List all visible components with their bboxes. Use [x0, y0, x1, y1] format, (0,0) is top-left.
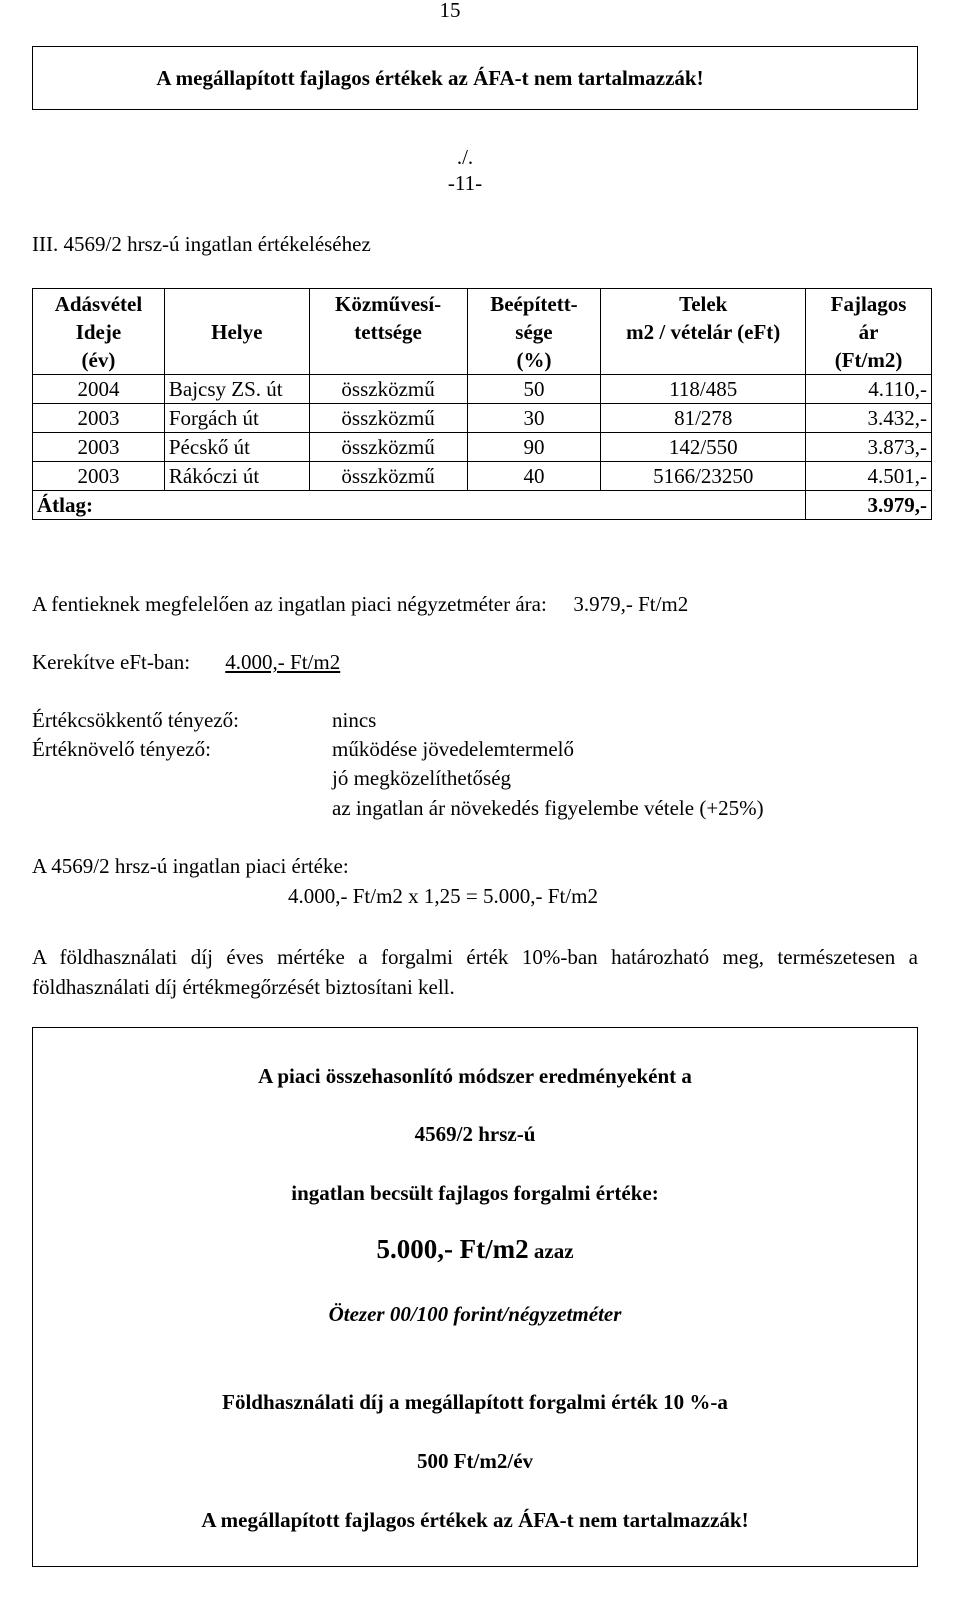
cell-utilities: összközmű [309, 433, 467, 462]
table-row [33, 462, 932, 491]
decrease-factor-label: Értékcsökkentő tényező: [32, 708, 240, 732]
rounded-line [32, 650, 340, 675]
market-price-label: A fentieknek megfelelően az ingatlan piaci négyzetméter ára: [32, 592, 547, 616]
cell-year: 2003 [33, 462, 165, 491]
average-label: Átlag: [33, 491, 806, 520]
header-date [33, 289, 165, 375]
cell-utilities: összközmű [309, 462, 467, 491]
header-utilities-line: Közművesí- [335, 292, 442, 316]
cell-utilities: összközmű [309, 404, 467, 433]
result-value: 5.000,- Ft/m2 [376, 1234, 529, 1264]
section-title: III. 4569/2 hrsz-ú ingatlan értékeléséhez [32, 232, 371, 256]
average-value: 3.979,- [806, 491, 932, 520]
vat-notice: A megállapított fajlagos értékek az ÁFA-t nem tartalmazzák! [156, 65, 704, 90]
header-utilities-line: tettsége [354, 320, 422, 344]
rounded-value: 4.000,- Ft/m2 [225, 650, 341, 674]
cell-unit-price: 4.501,- [806, 462, 932, 491]
result-box [32, 1027, 918, 1567]
result-value-suffix: azaz [533, 1239, 574, 1263]
table-average-row [33, 491, 932, 520]
result-notice: A megállapított fajlagos értékek az ÁFA-t nem tartalmazzák! [201, 1508, 749, 1532]
increase-factor-value: jó megközelíthetőség [332, 766, 512, 790]
cell-plot: 142/550 [601, 433, 806, 462]
result-value-line [32, 1234, 918, 1265]
header-date-line: (év) [81, 348, 116, 372]
fee-value: 500 Ft/m2/év [416, 1449, 534, 1473]
header-unit-price-line: Fajlagos [830, 292, 907, 316]
header-unit-price-line: ár [858, 320, 879, 344]
vat-notice-box [32, 46, 918, 110]
page-number: 15 [439, 0, 461, 22]
cell-location: Forgách út [164, 404, 309, 433]
cell-year: 2003 [33, 404, 165, 433]
market-price-value: 3.979,- Ft/m2 [573, 592, 689, 616]
header-utilities [309, 289, 467, 375]
cell-location: Rákóczi út [164, 462, 309, 491]
cell-plot: 118/485 [601, 375, 806, 404]
header-plot [601, 289, 806, 375]
header-date-line: Adásvétel [54, 292, 143, 316]
result-words: Ötezer 00/100 forint/négyzetméter [328, 1302, 622, 1326]
result-line-1: A piaci összehasonlító módszer eredményeként a [258, 1064, 692, 1088]
fee-line: Földhasználati díj a megállapított forgalmi érték 10 %-a [222, 1390, 728, 1414]
header-built [467, 289, 601, 375]
cell-location: Bajcsy ZS. út [164, 375, 309, 404]
cell-plot: 5166/23250 [601, 462, 806, 491]
cell-built: 50 [467, 375, 601, 404]
cell-unit-price: 3.873,- [806, 433, 932, 462]
header-unit-price [806, 289, 932, 375]
cell-year: 2003 [33, 433, 165, 462]
continuation-page: -11- [447, 171, 483, 195]
market-value-label: A 4569/2 hrsz-ú ingatlan piaci értéke: [32, 854, 349, 878]
header-date-line: Ideje [75, 320, 122, 344]
decrease-factor-value: nincs [332, 708, 377, 732]
cell-built: 30 [467, 404, 601, 433]
result-line-2: 4569/2 hrsz-ú [414, 1122, 536, 1146]
header-location-label: Helye [211, 320, 263, 344]
table-row [33, 375, 932, 404]
cell-location: Pécskő út [164, 433, 309, 462]
comparables-table [32, 288, 932, 520]
market-value-calc: 4.000,- Ft/m2 x 1,25 = 5.000,- Ft/m2 [288, 884, 598, 908]
header-built-line: (%) [516, 348, 552, 372]
result-line-3: ingatlan becsült fajlagos forgalmi értéke: [291, 1181, 659, 1205]
cell-built: 90 [467, 433, 601, 462]
cell-built: 40 [467, 462, 601, 491]
header-built-line: sége [515, 320, 553, 344]
market-price-line [32, 592, 688, 617]
header-plot-line: Telek [679, 292, 728, 316]
header-location [164, 289, 309, 375]
table-row [33, 404, 932, 433]
header-built-line: Beépített- [490, 292, 578, 316]
increase-factor-value: az ingatlan ár növekedés figyelembe vétele (+25%) [332, 796, 764, 820]
header-unit-price-line: (Ft/m2) [834, 348, 903, 372]
table-header-row [33, 289, 932, 375]
increase-factor-label: Értéknövelő tényező: [32, 737, 212, 761]
cell-unit-price: 4.110,- [806, 375, 932, 404]
rounded-label: Kerekítve eFt-ban: [32, 650, 191, 674]
cell-utilities: összközmű [309, 375, 467, 404]
increase-factor-value: működése jövedelemtermelő [332, 737, 575, 761]
land-use-paragraph: A földhasználati díj éves mértéke a forgalmi érték 10%-ban határozható meg, természetesen a földhasználati díj értékmegőrzését biztosítani kell. [32, 945, 918, 999]
header-plot-line: m2 / vételár (eFt) [626, 320, 781, 344]
table-row [33, 433, 932, 462]
cell-year: 2004 [33, 375, 165, 404]
cell-unit-price: 3.432,- [806, 404, 932, 433]
continuation-mark: ./. [456, 145, 474, 169]
cell-plot: 81/278 [601, 404, 806, 433]
